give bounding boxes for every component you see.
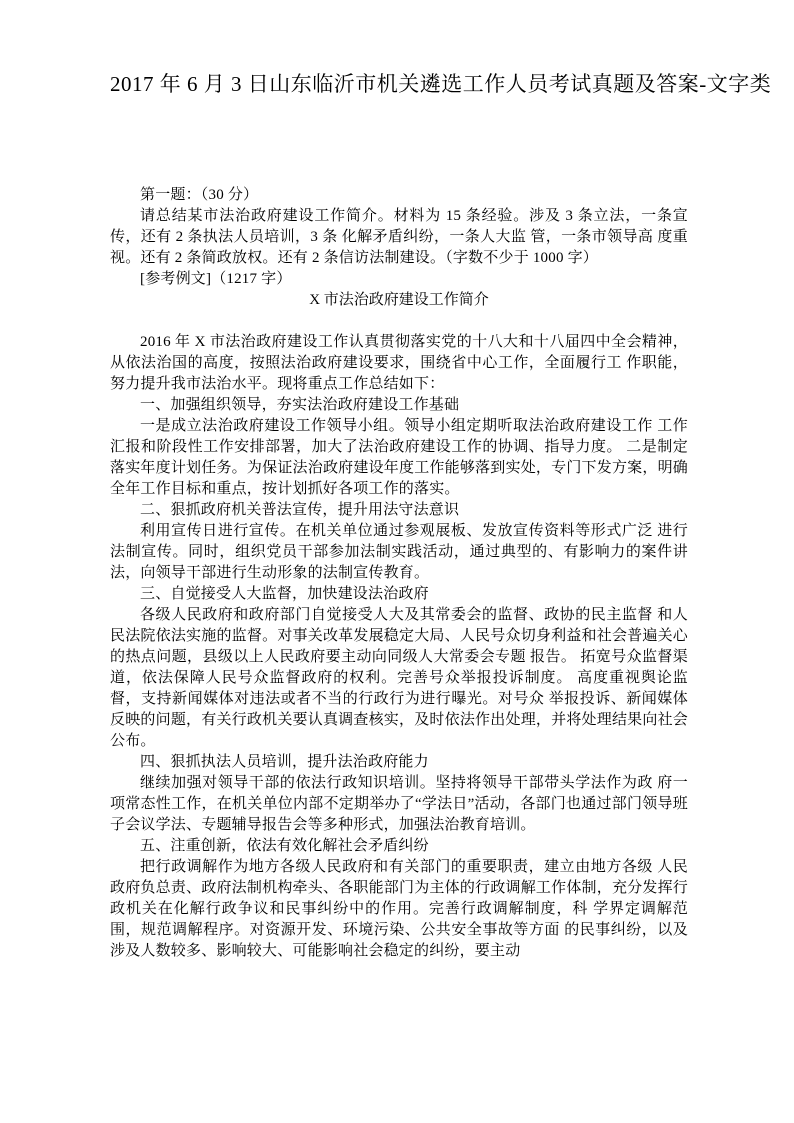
- essay-paragraph-1: 一是成立法治政府建设工作领导小组。领导小组定期听取法治政府建设工作 工作汇报和阶段性工作安排部署，加大了法治政府建设工作的协调、指导力度。 二是制定落实年度计划任务。为保证法治政府建设年度工作能够落到实处，专门下发方案，明确全年工作目标和重点，按计划抓好各项工作的落实。: [110, 418, 688, 497]
- essay-paragraph-3: 各级人民政府和政府部门自觉接受人大及其常委会的监督、政协的民主监督 和人民法院依法实施的监督。对事关改革发展稳定大局、人民号众切身利益和社会普遍关心的热点问题，县级以上人民政府要主动向同级人大常委会专题 报告。 拓宽号众监督渠道，依法保障人民号众监督政府的权利。完善号众举报投诉制度。 高度重视舆论监督，支持新闻媒体对违法或者不当的行政行为进行曝光。对号众 举报投诉、新闻媒体反映的问题，有关行政机关要认真调查核实，及时依法作出处理，并将处理结果向社会公布。: [110, 607, 688, 749]
- essay-title: X 市法治政府建设工作简介: [309, 292, 489, 308]
- question-heading: 第一题：（30 分）: [140, 187, 259, 203]
- page-title: 2017 年 6 月 3 日山东临沂市机关遴选工作人员考试真题及答案-文字类: [110, 72, 772, 96]
- essay-paragraph-intro: 2016 年 X 市法治政府建设工作认真贯彻落实党的十八大和十八届四中全会精神，从依法治国的高度，按照法治政府建设要求，围绕省中心工作，全面履行工 作职能，努力提升我市法治水平。现将重点工作总结如下：: [110, 334, 688, 392]
- essay-paragraph-4: 继续加强对领导干部的依法行政知识培训。坚持将领导干部带头学法作为政 府一项常态性工作，在机关单位内部不定期举办了“学法日”活动，各部门也通过部门领导班子会议学法、专题辅导报告会等多种形式，加强法治教育培训。: [110, 775, 688, 833]
- essay-section-heading-4: 四、狠抓执法人员培训，提升法治政府能力: [140, 754, 429, 770]
- essay-paragraph-2: 利用宣传日进行宣传。在机关单位通过参观展板、发放宣传资料等形式广泛 进行法制宣传。同时，组织党员干部参加法制实践活动，通过典型的、有影响力的案件讲法，向领导干部进行生动形象的法制宣传教育。: [110, 523, 688, 581]
- question-body: 请总结某市法治政府建设工作简介。材料为 15 条经验。涉及 3 条立法，一条宣传，还有 2 条执法人员培训，3 条 化解矛盾纠纷，一条人大监 管，一条市领导高 度重视。还有 2 条简政放权。还有 2 条信访法制建设。（字数不少于 1000 字）: [110, 208, 688, 266]
- essay-section-heading-3: 三、自觉接受人大监督，加快建设法治政府: [140, 586, 429, 602]
- essay-paragraph-5: 把行政调解作为地方各级人民政府和有关部门的重要职责，建立由地方各级 人民政府负总责、政府法制机构牵头、各职能部门为主体的行政调解工作体制，充分发挥行政机关在化解行政争议和民事纠纷中的作用。完善行政调解制度，科 学界定调解范围，规范调解程序。对资源开发、环境污染、公共安全事故等方面 的民事纠纷，以及涉及人数较多、影响较大、可能影响社会稳定的纠纷，要主动: [110, 859, 688, 959]
- essay-section-heading-1: 一、加强组织领导，夯实法治政府建设工作基础: [140, 397, 460, 413]
- document-content: [110, 0, 772, 962]
- essay-body: [110, 332, 688, 962]
- question-section: [110, 185, 688, 290]
- reference-example-label: [参考例文]（1217 字）: [140, 271, 292, 287]
- essay-section-heading-5: 五、注重创新，依法有效化解社会矛盾纠纷: [140, 838, 429, 854]
- essay-section-heading-2: 二、狠抓政府机关普法宣传，提升用法守法意识: [140, 502, 460, 518]
